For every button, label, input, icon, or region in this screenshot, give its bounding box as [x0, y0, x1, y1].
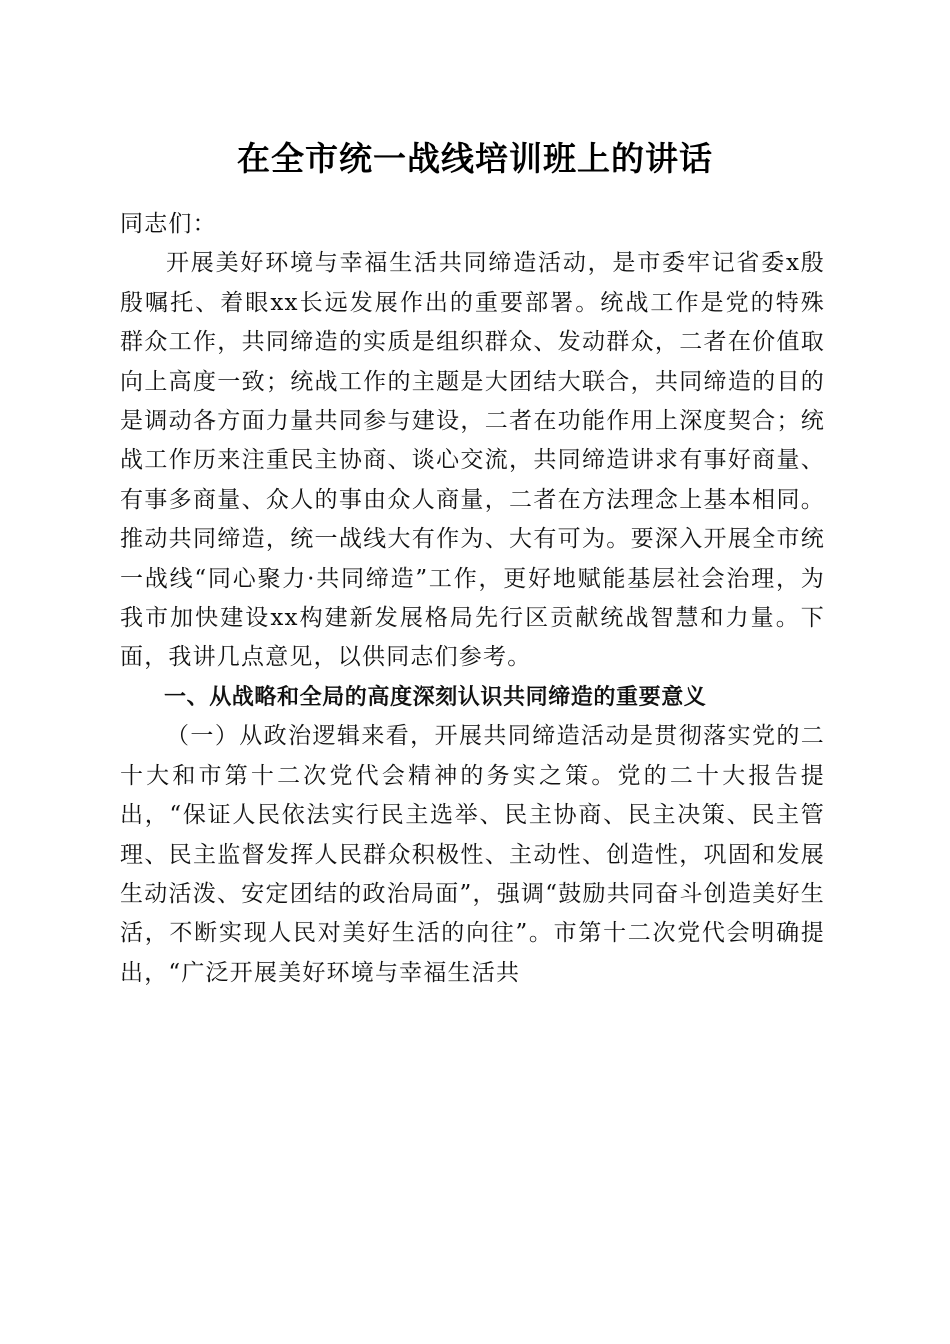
salutation: 同志们：: [120, 211, 217, 237]
section-1-paragraph-1: （一）从政治逻辑来看，开展共同缔造活动是贯彻落实党的二十大和市第十二次党代会精神的务实之策。党的二十大报告提出，“保证人民依法实行民主选举、民主协商、民主决策、民主管理、民主监督发挥人民群众积极性、主动性、创造性，巩固和发展生动活泼、安定团结的政治局面”，强调“鼓励共同奋斗创造美好生活，不断实现人民对美好生活的向往”。市第十二次党代会明确提出，“广泛开展美好环境与幸福生活共: [120, 723, 825, 986]
section-1-heading: 一、从战略和全局的高度深刻认识共同缔造的重要意义: [164, 684, 707, 710]
document-title: 在全市统一战线培训班上的讲话: [237, 139, 713, 178]
intro-paragraph: 开展美好环境与幸福生活共同缔造活动，是市委牢记省委x殷殷嘱托、着眼xx长远发展作出的重要部署。统战工作是党的特殊群众工作，共同缔造的实质是组织群众、发动群众，二者在价值取向上高度一致；统战工作的主题是大团结大联合，共同缔造的目的是调动各方面力量共同参与建设，二者在功能作用上深度契合；统战工作历来注重民主协商、谈心交流，共同缔造讲求有事好商量、有事多商量、众人的事由众人商量，二者在方法理念上基本相同。推动共同缔造，统一战线大有作为、大有可为。要深入开展全市统一战线“同心聚力·共同缔造”工作，更好地赋能基层社会治理，为我市加快建设xx构建新发展格局先行区贡献统战智慧和力量。下面，我讲几点意见，以供同志们参考。: [120, 250, 825, 671]
document-body: [120, 205, 825, 993]
